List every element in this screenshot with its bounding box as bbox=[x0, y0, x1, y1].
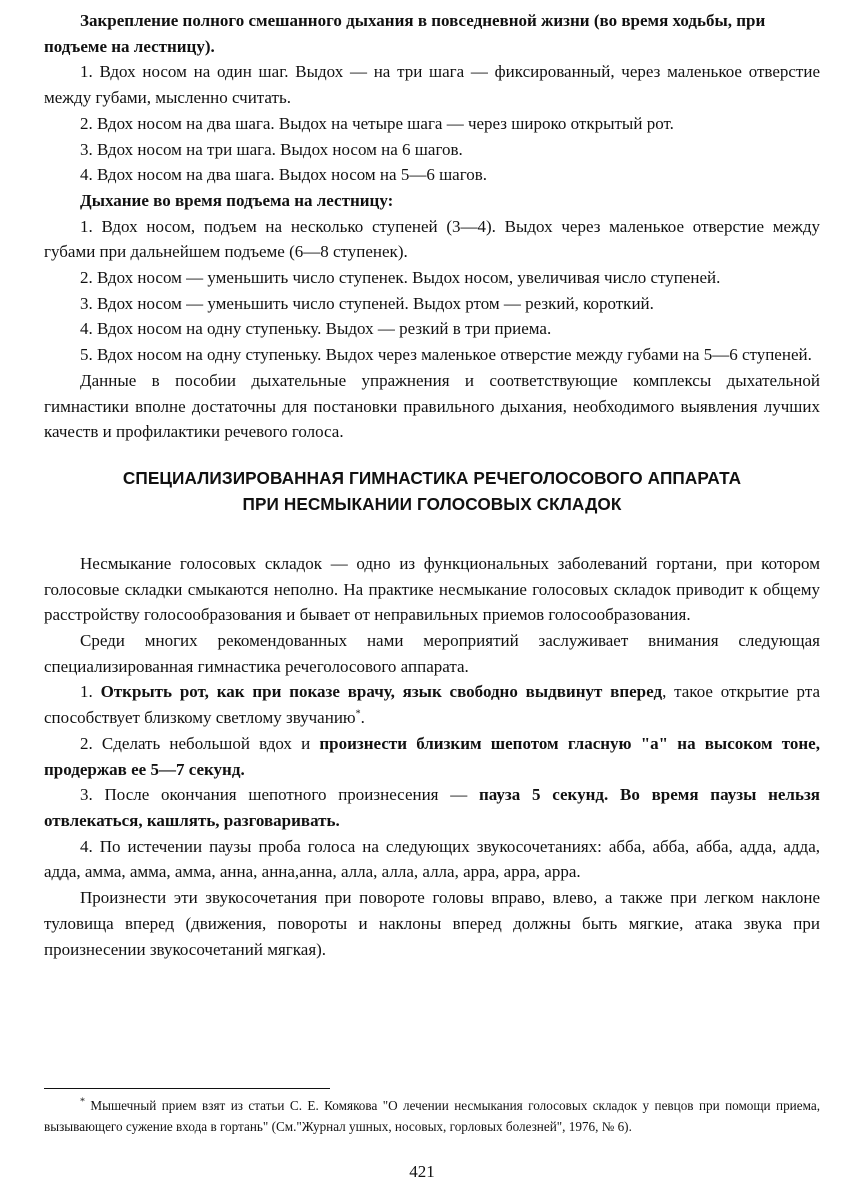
list-item: 2. Вдох носом на два шага. Выдох на четыре шага — через широко открытый рот. bbox=[80, 113, 674, 133]
exercise-text-end: . bbox=[360, 708, 365, 728]
footnote-reference: * bbox=[355, 708, 361, 720]
exercise-bold-text: пауза 5 секунд. Во время паузы нельзя отвлекаться, кашлять, разговаривать. bbox=[44, 785, 820, 830]
exercise-item-4: 4. По истечении паузы проба голоса на следующих звукосочетаниях: абба, абба, абба, адда, адда, адда, амма, амма, амма, анна, анна,анна, алла, алла, алла, арра, арра, арра. bbox=[44, 836, 820, 882]
exercise-item-1 bbox=[44, 679, 820, 730]
list-item: 1. Вдох носом, подъем на несколько ступеней (3—4). Выдох через маленькое отверстие между губами при дальнейшем подъеме (6—8 ступенек). bbox=[44, 216, 820, 262]
footnote-mark: * bbox=[80, 1096, 85, 1108]
list-item: 3. Вдох носом — уменьшить число ступеней. Выдох ртом — резкий, короткий. bbox=[80, 293, 654, 313]
intro-paragraph: Несмыкание голосовых складок — одно из функциональных заболеваний гортани, при котором голосовые складки смыкаются неполно. На практике несмыкание голосовых складок приводит к общему расстройству голосообразования и бывает от неправильных приемов голосообразования. bbox=[44, 553, 820, 625]
page-number: 421 bbox=[409, 1162, 435, 1181]
list-item: 4. Вдох носом на два шага. Выдох носом на 5—6 шагов. bbox=[80, 165, 488, 185]
list-item: 5. Вдох носом на одну ступеньку. Выдох через маленькое отверстие между губами на 5—6 ступеней. bbox=[80, 345, 812, 365]
footnote-text: Мышечный прием взят из статьи С. Е. Комякова "О лечении несмыкания голосовых складок у певцов при помощи приема, вызывающего сужение входа в гортань" (См."Журнал ушных, носовых, горловых болезней", 1976, № 6). bbox=[44, 1098, 820, 1134]
list-item: 3. Вдох носом на три шага. Выдох носом на 6 шагов. bbox=[80, 139, 463, 159]
list-item: 1. Вдох носом на один шаг. Выдох — на три шага — фиксированный, через маленькое отверстие между губами, мысленно считать. bbox=[44, 62, 820, 108]
list-item: 2. Вдох носом — уменьшить число ступенек. Выдох носом, увеличивая число ступеней. bbox=[80, 268, 721, 288]
footnote bbox=[44, 1096, 820, 1137]
section-title-line-2: ПРИ НЕСМЫКАНИИ ГОЛОСОВЫХ СКЛАДОК bbox=[242, 493, 622, 514]
section-heading-stairs: Дыхание во время подъема на лестницу: bbox=[80, 190, 394, 210]
exercise-item-3 bbox=[44, 782, 820, 833]
exercise-bold-text: произнести близким шепотом гласную "а" на высоком тоне, продержав ее 5—7 секунд. bbox=[44, 733, 820, 779]
exercise-item-2 bbox=[44, 731, 820, 782]
exercise-text: 3. После окончания шепотного произнесения — bbox=[80, 785, 479, 805]
exercise-bold-text: Открыть рот, как при показе врачу, язык свободно выдвинут вперед bbox=[100, 682, 663, 702]
footnote-divider bbox=[44, 1088, 330, 1089]
closing-paragraph: Данные в пособии дыхательные упражнения и соответствующие комплексы дыхательной гимнастики вполне достаточны для постановки правильного дыхания, необходимого выявления лучших качеств и профилактики речевого голоса. bbox=[44, 370, 820, 442]
exercise-text: 2. Сделать небольшой вдох и bbox=[80, 733, 320, 753]
exercise-text: , такое открытие рта способствует близкому светлому звучанию bbox=[44, 682, 821, 728]
section-title bbox=[44, 465, 820, 517]
exercise-number: 1. bbox=[80, 682, 93, 702]
section-title-line-1: СПЕЦИАЛИЗИРОВАННАЯ ГИМНАСТИКА РЕЧЕГОЛОСОВОГО АППАРАТА bbox=[122, 467, 742, 488]
section-heading-daily-breathing: Закрепление полного смешанного дыхания в повседневной жизни (во время ходьбы, при подъеме на лестницу). bbox=[44, 11, 766, 56]
list-item: 4. Вдох носом на одну ступеньку. Выдох — резкий в три приема. bbox=[80, 319, 552, 339]
closing-paragraph: Произнести эти звукосочетания при повороте головы вправо, влево, а также при легком наклоне туловища вперед (движения, повороты и наклоны вперед должны быть мягкие, атака звука при произнесении звукосочетаний мягкая). bbox=[44, 888, 820, 959]
page-body bbox=[44, 8, 820, 962]
intro-paragraph: Среди многих рекомендованных нами мероприятий заслуживает внимания следующая специализированная гимнастика речеголосового аппарата. bbox=[44, 631, 820, 676]
